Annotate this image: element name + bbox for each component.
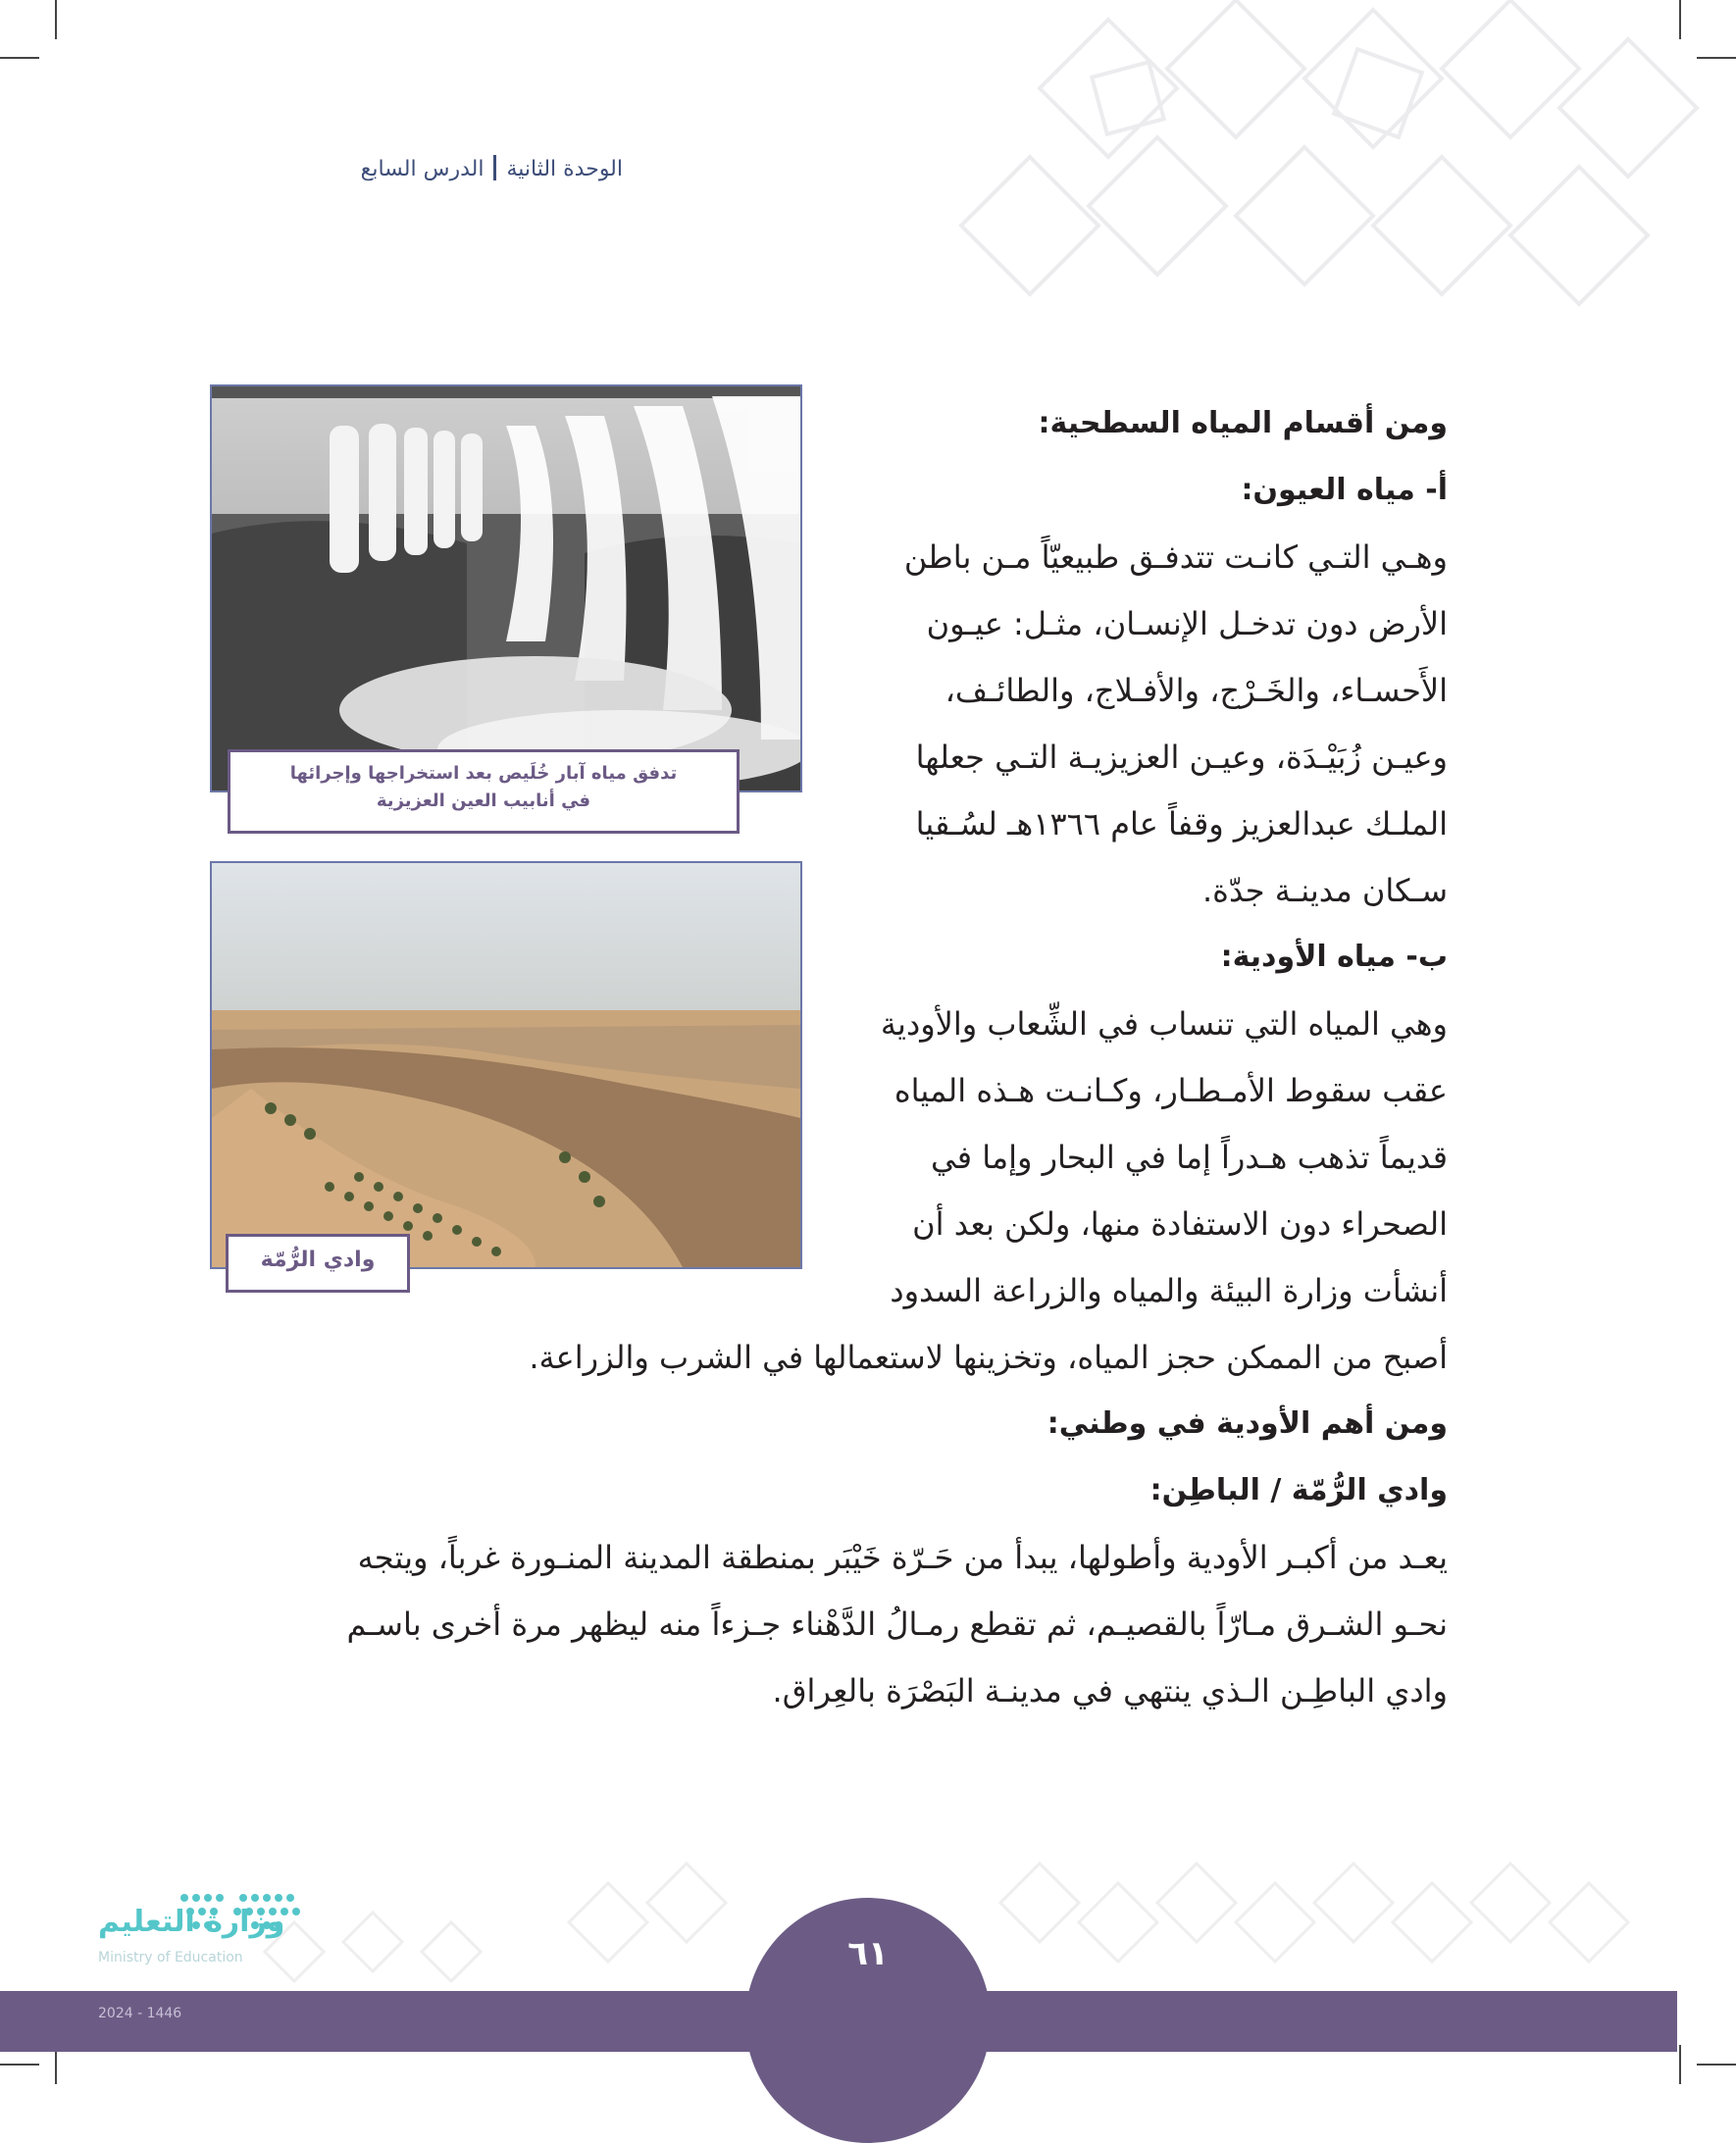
important-valleys-heading: ومن أهم الأودية في وطني: [1047, 1406, 1448, 1441]
paragraph-line: أنشأت وزارة البيئة والمياه والزراعة السدود [890, 1272, 1448, 1309]
caption-wadi-rummah: وادي الرُّمّة [226, 1234, 410, 1293]
caption-line: تدفق مياه آبار خُلَيص بعد استخراجها وإجرائها [289, 763, 678, 784]
footer-bar [0, 1991, 1677, 2052]
paragraph-line: وادي الباطِـن الـذي ينتهي في مدينـة البَصْرَة بالعِراق. [772, 1672, 1448, 1709]
edition-year: 2024 - 1446 [98, 2006, 182, 2021]
valleys-heading: ب- مياه الأودية: [1220, 940, 1448, 974]
paragraph-line: نحـو الشـرق مـارّاً بالقصيـم، ثم تقطع رمـالُ الدَّهْناء جـزءاً منه ليظهر مرة أخرى باسـم [346, 1606, 1448, 1643]
paragraph-line: أصبح من الممكن حجز المياه، وتخزينها لاستعمالها في الشرب والزراعة. [529, 1339, 1448, 1376]
ministry-logo-subtitle: Ministry of Education [98, 1950, 243, 1965]
header-lesson: الدرس السابع [360, 157, 485, 181]
caption-line: في أنابيب العين العزيزية [376, 791, 591, 811]
paragraph-line: يعـد من أكبـر الأودية وأطولها، يبدأ من حَـرّة خَيْبَر بمنطقة المدينة المنـورة غرباً، ويتجه [357, 1539, 1448, 1576]
photo-wadi-rummah [210, 861, 802, 1269]
paragraph-line: وهي المياه التي تنساب في الشِّعاب والأودية [880, 1005, 1448, 1043]
ministry-logo-text: وزارة التعليم [98, 1905, 285, 1939]
page-number: ٦١ [847, 1934, 889, 1973]
full-width-text [210, 1324, 1448, 1724]
header-separator [493, 155, 496, 180]
paragraph-line: عقب سقوط الأمـطـار، وكـانـت هـذه المياه [894, 1072, 1448, 1109]
header-unit: الوحدة الثانية [506, 157, 623, 181]
paragraph-line: الملـك عبدالعزيز وقفاً عام ١٣٦٦هـ لسُـقيا [915, 805, 1448, 842]
rummah-heading: وادي الرُّمّة / الباطِن: [1149, 1473, 1448, 1507]
text-column [812, 390, 1448, 1324]
paragraph-line: وهـي التـي كانـت تتدفـق طبيعيّاً مـن باطن [903, 538, 1448, 576]
paragraph-line: الأَحسـاء، والخَـرْج، والأفـلاج، والطائـف، [945, 672, 1448, 709]
caption-khulais-photo [228, 749, 740, 834]
paragraph-line: وعيـن زُبَيْـدَة، وعيـن العزيزيـة التـي جعلها [915, 739, 1448, 776]
photo-khulais-water-flow [210, 384, 802, 792]
paragraph-line: الصحراء دون الاستفادة منها، ولكن بعد أن [912, 1205, 1448, 1243]
springs-heading: أ- مياه العيون: [1241, 473, 1448, 507]
paragraph-line: الأرض دون تدخـل الإنسـان، مثـل: عيـون [926, 605, 1448, 642]
paragraph-line: قديماً تذهب هـدراً إما في البحار وإما في [931, 1139, 1448, 1176]
paragraph-line: سـكان مدينـة جدّة. [1202, 872, 1448, 909]
running-header [211, 155, 623, 181]
section-heading: ومن أقسام المياه السطحية: [1038, 406, 1448, 440]
